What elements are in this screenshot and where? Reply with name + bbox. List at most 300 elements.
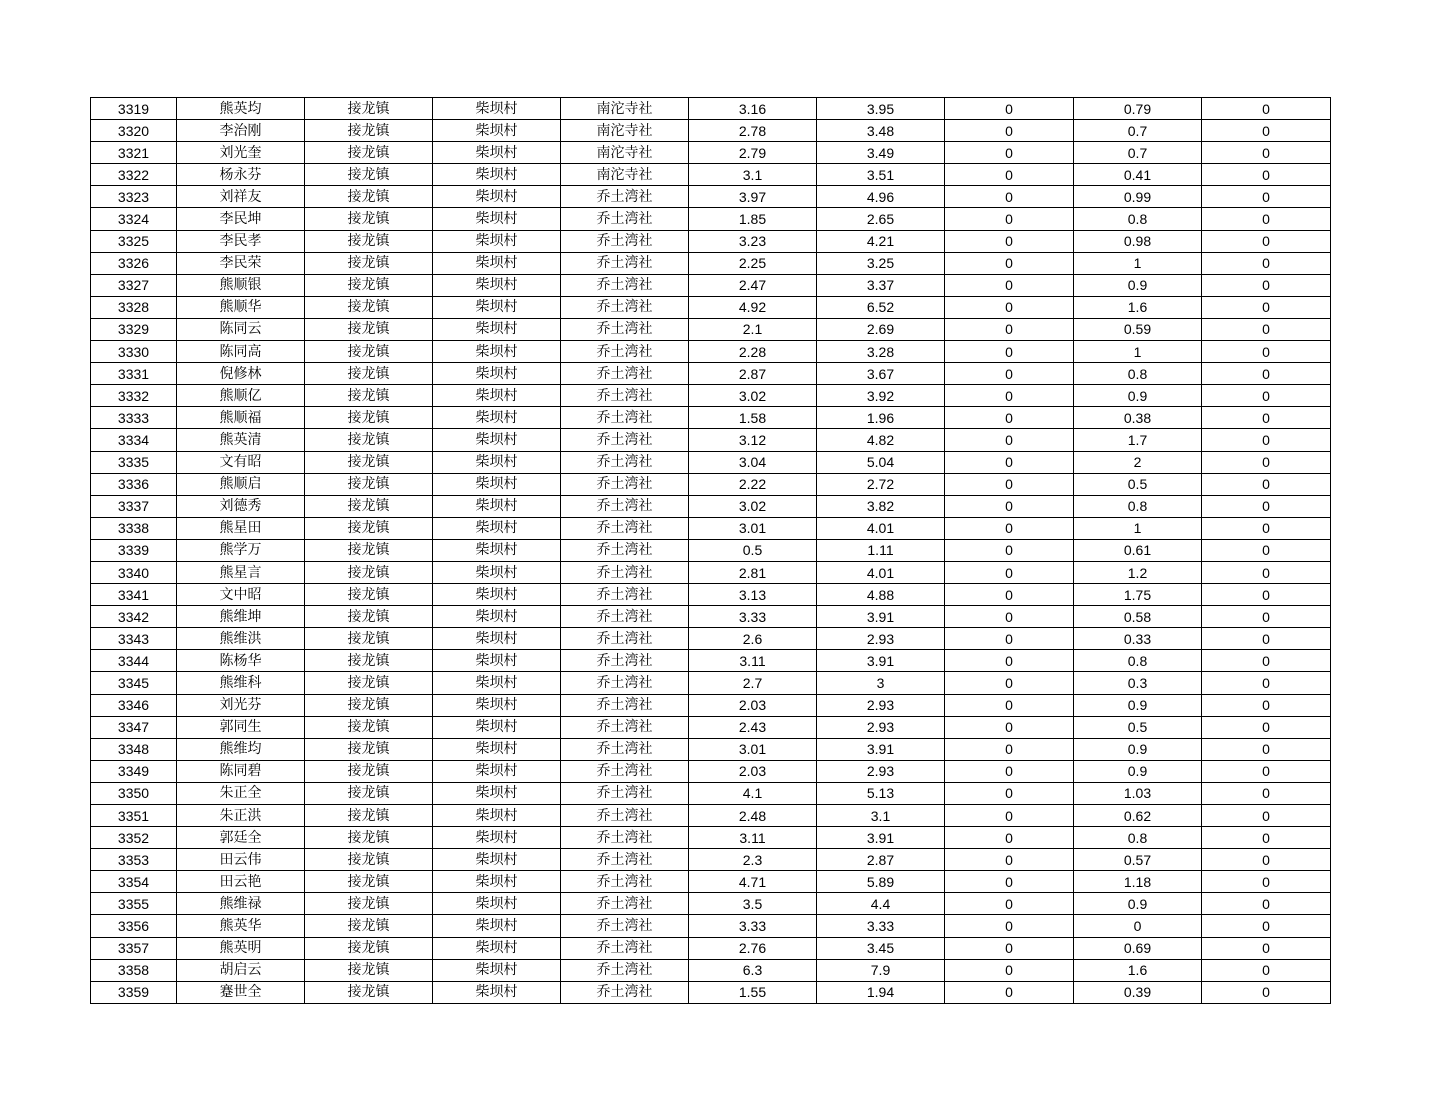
name-cell: 郭同生 bbox=[177, 716, 305, 738]
value-3-cell: 0 bbox=[945, 451, 1074, 473]
value-3-cell: 0 bbox=[945, 296, 1074, 318]
value-2-cell: 3.51 bbox=[817, 164, 945, 186]
name-cell: 熊星言 bbox=[177, 561, 305, 583]
value-2-cell: 1.96 bbox=[817, 407, 945, 429]
value-5-cell: 0 bbox=[1202, 208, 1331, 230]
value-1-cell: 1.58 bbox=[689, 407, 817, 429]
value-2-cell: 5.13 bbox=[817, 782, 945, 804]
name-cell: 熊英清 bbox=[177, 429, 305, 451]
value-2-cell: 4.96 bbox=[817, 186, 945, 208]
table-row bbox=[91, 871, 1331, 893]
value-1-cell: 3.5 bbox=[689, 893, 817, 915]
town-cell: 接龙镇 bbox=[305, 805, 433, 827]
value-2-cell: 2.69 bbox=[817, 318, 945, 340]
town-cell: 接龙镇 bbox=[305, 363, 433, 385]
value-5-cell: 0 bbox=[1202, 429, 1331, 451]
value-4-cell: 0.59 bbox=[1074, 318, 1202, 340]
group-cell: 乔土湾社 bbox=[561, 341, 689, 363]
value-4-cell: 0.8 bbox=[1074, 827, 1202, 849]
value-1-cell: 4.92 bbox=[689, 296, 817, 318]
village-cell: 柴坝村 bbox=[433, 495, 561, 517]
value-2-cell: 2.93 bbox=[817, 694, 945, 716]
value-2-cell: 3.91 bbox=[817, 650, 945, 672]
value-4-cell: 0.41 bbox=[1074, 164, 1202, 186]
value-1-cell: 4.71 bbox=[689, 871, 817, 893]
value-4-cell: 0.69 bbox=[1074, 937, 1202, 959]
value-3-cell: 0 bbox=[945, 782, 1074, 804]
value-4-cell: 0.5 bbox=[1074, 473, 1202, 495]
town-cell: 接龙镇 bbox=[305, 539, 433, 561]
value-1-cell: 2.25 bbox=[689, 252, 817, 274]
value-1-cell: 3.13 bbox=[689, 584, 817, 606]
value-2-cell: 3.49 bbox=[817, 142, 945, 164]
value-3-cell: 0 bbox=[945, 606, 1074, 628]
row-number-cell: 3358 bbox=[91, 959, 177, 981]
value-1-cell: 2.48 bbox=[689, 805, 817, 827]
town-cell: 接龙镇 bbox=[305, 782, 433, 804]
value-1-cell: 3.04 bbox=[689, 451, 817, 473]
village-cell: 柴坝村 bbox=[433, 981, 561, 1003]
value-2-cell: 5.89 bbox=[817, 871, 945, 893]
name-cell: 倪修林 bbox=[177, 363, 305, 385]
value-4-cell: 0.39 bbox=[1074, 981, 1202, 1003]
value-1-cell: 2.6 bbox=[689, 628, 817, 650]
row-number-cell: 3322 bbox=[91, 164, 177, 186]
town-cell: 接龙镇 bbox=[305, 230, 433, 252]
table-row bbox=[91, 120, 1331, 142]
group-cell: 乔土湾社 bbox=[561, 252, 689, 274]
town-cell: 接龙镇 bbox=[305, 915, 433, 937]
town-cell: 接龙镇 bbox=[305, 760, 433, 782]
value-1-cell: 3.33 bbox=[689, 606, 817, 628]
row-number-cell: 3341 bbox=[91, 584, 177, 606]
village-cell: 柴坝村 bbox=[433, 871, 561, 893]
row-number-cell: 3325 bbox=[91, 230, 177, 252]
row-number-cell: 3348 bbox=[91, 738, 177, 760]
village-cell: 柴坝村 bbox=[433, 782, 561, 804]
row-number-cell: 3354 bbox=[91, 871, 177, 893]
group-cell: 乔土湾社 bbox=[561, 827, 689, 849]
town-cell: 接龙镇 bbox=[305, 937, 433, 959]
group-cell: 乔土湾社 bbox=[561, 937, 689, 959]
value-3-cell: 0 bbox=[945, 959, 1074, 981]
group-cell: 乔土湾社 bbox=[561, 893, 689, 915]
name-cell: 熊星田 bbox=[177, 517, 305, 539]
value-3-cell: 0 bbox=[945, 716, 1074, 738]
value-1-cell: 3.97 bbox=[689, 186, 817, 208]
value-4-cell: 0.8 bbox=[1074, 208, 1202, 230]
value-4-cell: 0.8 bbox=[1074, 495, 1202, 517]
table-row bbox=[91, 429, 1331, 451]
value-3-cell: 0 bbox=[945, 363, 1074, 385]
value-2-cell: 3.25 bbox=[817, 252, 945, 274]
name-cell: 熊顺亿 bbox=[177, 385, 305, 407]
group-cell: 乔土湾社 bbox=[561, 517, 689, 539]
town-cell: 接龙镇 bbox=[305, 628, 433, 650]
town-cell: 接龙镇 bbox=[305, 716, 433, 738]
row-number-cell: 3334 bbox=[91, 429, 177, 451]
town-cell: 接龙镇 bbox=[305, 561, 433, 583]
village-cell: 柴坝村 bbox=[433, 363, 561, 385]
value-4-cell: 0.61 bbox=[1074, 539, 1202, 561]
row-number-cell: 3356 bbox=[91, 915, 177, 937]
value-4-cell: 0.7 bbox=[1074, 120, 1202, 142]
value-5-cell: 0 bbox=[1202, 694, 1331, 716]
value-5-cell: 0 bbox=[1202, 517, 1331, 539]
town-cell: 接龙镇 bbox=[305, 893, 433, 915]
value-3-cell: 0 bbox=[945, 539, 1074, 561]
table-row bbox=[91, 606, 1331, 628]
village-cell: 柴坝村 bbox=[433, 98, 561, 120]
town-cell: 接龙镇 bbox=[305, 186, 433, 208]
value-1-cell: 2.79 bbox=[689, 142, 817, 164]
value-5-cell: 0 bbox=[1202, 606, 1331, 628]
value-1-cell: 3.23 bbox=[689, 230, 817, 252]
name-cell: 熊英均 bbox=[177, 98, 305, 120]
value-3-cell: 0 bbox=[945, 871, 1074, 893]
name-cell: 田云伟 bbox=[177, 849, 305, 871]
value-5-cell: 0 bbox=[1202, 849, 1331, 871]
group-cell: 乔土湾社 bbox=[561, 672, 689, 694]
village-cell: 柴坝村 bbox=[433, 738, 561, 760]
value-4-cell: 1.7 bbox=[1074, 429, 1202, 451]
table-row bbox=[91, 517, 1331, 539]
village-cell: 柴坝村 bbox=[433, 937, 561, 959]
group-cell: 乔土湾社 bbox=[561, 451, 689, 473]
value-5-cell: 0 bbox=[1202, 318, 1331, 340]
group-cell: 乔土湾社 bbox=[561, 650, 689, 672]
value-4-cell: 0.9 bbox=[1074, 893, 1202, 915]
value-2-cell: 3.91 bbox=[817, 738, 945, 760]
value-2-cell: 3.45 bbox=[817, 937, 945, 959]
value-4-cell: 0.99 bbox=[1074, 186, 1202, 208]
row-number-cell: 3347 bbox=[91, 716, 177, 738]
village-cell: 柴坝村 bbox=[433, 407, 561, 429]
table-row bbox=[91, 208, 1331, 230]
value-2-cell: 3.48 bbox=[817, 120, 945, 142]
value-4-cell: 0.62 bbox=[1074, 805, 1202, 827]
group-cell: 乔土湾社 bbox=[561, 230, 689, 252]
value-1-cell: 3.01 bbox=[689, 517, 817, 539]
village-cell: 柴坝村 bbox=[433, 959, 561, 981]
village-cell: 柴坝村 bbox=[433, 760, 561, 782]
value-2-cell: 7.9 bbox=[817, 959, 945, 981]
village-cell: 柴坝村 bbox=[433, 716, 561, 738]
row-number-cell: 3336 bbox=[91, 473, 177, 495]
town-cell: 接龙镇 bbox=[305, 318, 433, 340]
value-5-cell: 0 bbox=[1202, 363, 1331, 385]
name-cell: 文有昭 bbox=[177, 451, 305, 473]
value-4-cell: 1 bbox=[1074, 341, 1202, 363]
value-1-cell: 2.1 bbox=[689, 318, 817, 340]
group-cell: 乔土湾社 bbox=[561, 915, 689, 937]
row-number-cell: 3343 bbox=[91, 628, 177, 650]
name-cell: 陈同云 bbox=[177, 318, 305, 340]
town-cell: 接龙镇 bbox=[305, 407, 433, 429]
village-cell: 柴坝村 bbox=[433, 915, 561, 937]
value-3-cell: 0 bbox=[945, 230, 1074, 252]
group-cell: 乔土湾社 bbox=[561, 871, 689, 893]
name-cell: 朱正洪 bbox=[177, 805, 305, 827]
town-cell: 接龙镇 bbox=[305, 517, 433, 539]
town-cell: 接龙镇 bbox=[305, 296, 433, 318]
town-cell: 接龙镇 bbox=[305, 252, 433, 274]
row-number-cell: 3344 bbox=[91, 650, 177, 672]
village-cell: 柴坝村 bbox=[433, 539, 561, 561]
value-1-cell: 2.03 bbox=[689, 760, 817, 782]
value-5-cell: 0 bbox=[1202, 473, 1331, 495]
group-cell: 乔土湾社 bbox=[561, 208, 689, 230]
value-3-cell: 0 bbox=[945, 385, 1074, 407]
value-5-cell: 0 bbox=[1202, 827, 1331, 849]
table-row bbox=[91, 672, 1331, 694]
group-cell: 乔土湾社 bbox=[561, 628, 689, 650]
value-4-cell: 0.79 bbox=[1074, 98, 1202, 120]
town-cell: 接龙镇 bbox=[305, 164, 433, 186]
value-4-cell: 0.9 bbox=[1074, 385, 1202, 407]
value-2-cell: 4.4 bbox=[817, 893, 945, 915]
value-4-cell: 1.6 bbox=[1074, 959, 1202, 981]
value-2-cell: 2.93 bbox=[817, 628, 945, 650]
value-4-cell: 2 bbox=[1074, 451, 1202, 473]
value-5-cell: 0 bbox=[1202, 738, 1331, 760]
group-cell: 南沱寺社 bbox=[561, 142, 689, 164]
value-3-cell: 0 bbox=[945, 849, 1074, 871]
table-row bbox=[91, 341, 1331, 363]
value-5-cell: 0 bbox=[1202, 915, 1331, 937]
value-3-cell: 0 bbox=[945, 827, 1074, 849]
value-1-cell: 3.11 bbox=[689, 650, 817, 672]
group-cell: 乔土湾社 bbox=[561, 186, 689, 208]
value-1-cell: 2.28 bbox=[689, 341, 817, 363]
group-cell: 南沱寺社 bbox=[561, 164, 689, 186]
value-4-cell: 1.6 bbox=[1074, 296, 1202, 318]
table-body bbox=[91, 98, 1331, 1004]
value-2-cell: 2.72 bbox=[817, 473, 945, 495]
table-row bbox=[91, 805, 1331, 827]
value-4-cell: 0.9 bbox=[1074, 738, 1202, 760]
value-2-cell: 3.33 bbox=[817, 915, 945, 937]
town-cell: 接龙镇 bbox=[305, 208, 433, 230]
value-2-cell: 3.91 bbox=[817, 606, 945, 628]
value-5-cell: 0 bbox=[1202, 495, 1331, 517]
value-1-cell: 3.33 bbox=[689, 915, 817, 937]
name-cell: 熊顺福 bbox=[177, 407, 305, 429]
village-cell: 柴坝村 bbox=[433, 296, 561, 318]
value-3-cell: 0 bbox=[945, 142, 1074, 164]
value-3-cell: 0 bbox=[945, 274, 1074, 296]
row-number-cell: 3340 bbox=[91, 561, 177, 583]
village-cell: 柴坝村 bbox=[433, 318, 561, 340]
table-row bbox=[91, 959, 1331, 981]
town-cell: 接龙镇 bbox=[305, 451, 433, 473]
name-cell: 郭廷全 bbox=[177, 827, 305, 849]
village-cell: 柴坝村 bbox=[433, 208, 561, 230]
group-cell: 乔土湾社 bbox=[561, 561, 689, 583]
village-cell: 柴坝村 bbox=[433, 230, 561, 252]
table-row bbox=[91, 628, 1331, 650]
group-cell: 乔土湾社 bbox=[561, 782, 689, 804]
group-cell: 乔土湾社 bbox=[561, 716, 689, 738]
value-5-cell: 0 bbox=[1202, 584, 1331, 606]
table-row bbox=[91, 252, 1331, 274]
name-cell: 蹇世全 bbox=[177, 981, 305, 1003]
group-cell: 乔土湾社 bbox=[561, 429, 689, 451]
group-cell: 乔土湾社 bbox=[561, 495, 689, 517]
table-row bbox=[91, 473, 1331, 495]
value-2-cell: 1.94 bbox=[817, 981, 945, 1003]
value-4-cell: 1 bbox=[1074, 517, 1202, 539]
data-table bbox=[90, 97, 1331, 1004]
group-cell: 乔土湾社 bbox=[561, 760, 689, 782]
group-cell: 乔土湾社 bbox=[561, 274, 689, 296]
row-number-cell: 3332 bbox=[91, 385, 177, 407]
town-cell: 接龙镇 bbox=[305, 959, 433, 981]
village-cell: 柴坝村 bbox=[433, 606, 561, 628]
name-cell: 李治刚 bbox=[177, 120, 305, 142]
value-4-cell: 0.3 bbox=[1074, 672, 1202, 694]
value-2-cell: 4.21 bbox=[817, 230, 945, 252]
group-cell: 乔土湾社 bbox=[561, 805, 689, 827]
value-4-cell: 0.57 bbox=[1074, 849, 1202, 871]
value-2-cell: 2.93 bbox=[817, 716, 945, 738]
value-1-cell: 2.76 bbox=[689, 937, 817, 959]
value-5-cell: 0 bbox=[1202, 451, 1331, 473]
value-3-cell: 0 bbox=[945, 407, 1074, 429]
value-1-cell: 3.16 bbox=[689, 98, 817, 120]
value-4-cell: 0.5 bbox=[1074, 716, 1202, 738]
value-3-cell: 0 bbox=[945, 694, 1074, 716]
row-number-cell: 3326 bbox=[91, 252, 177, 274]
value-4-cell: 0.58 bbox=[1074, 606, 1202, 628]
value-5-cell: 0 bbox=[1202, 672, 1331, 694]
name-cell: 李民荣 bbox=[177, 252, 305, 274]
value-4-cell: 0.9 bbox=[1074, 760, 1202, 782]
value-4-cell: 0.9 bbox=[1074, 274, 1202, 296]
value-2-cell: 3.95 bbox=[817, 98, 945, 120]
value-2-cell: 3.91 bbox=[817, 827, 945, 849]
town-cell: 接龙镇 bbox=[305, 142, 433, 164]
table-row bbox=[91, 186, 1331, 208]
village-cell: 柴坝村 bbox=[433, 164, 561, 186]
value-2-cell: 1.11 bbox=[817, 539, 945, 561]
row-number-cell: 3319 bbox=[91, 98, 177, 120]
name-cell: 刘光奎 bbox=[177, 142, 305, 164]
group-cell: 南沱寺社 bbox=[561, 98, 689, 120]
value-1-cell: 4.1 bbox=[689, 782, 817, 804]
town-cell: 接龙镇 bbox=[305, 274, 433, 296]
name-cell: 熊顺启 bbox=[177, 473, 305, 495]
row-number-cell: 3355 bbox=[91, 893, 177, 915]
table-row bbox=[91, 451, 1331, 473]
village-cell: 柴坝村 bbox=[433, 584, 561, 606]
row-number-cell: 3337 bbox=[91, 495, 177, 517]
value-4-cell: 1 bbox=[1074, 252, 1202, 274]
value-5-cell: 0 bbox=[1202, 120, 1331, 142]
value-1-cell: 2.3 bbox=[689, 849, 817, 871]
value-5-cell: 0 bbox=[1202, 937, 1331, 959]
value-4-cell: 0.38 bbox=[1074, 407, 1202, 429]
name-cell: 杨永芬 bbox=[177, 164, 305, 186]
table-row bbox=[91, 738, 1331, 760]
table-row bbox=[91, 981, 1331, 1003]
row-number-cell: 3321 bbox=[91, 142, 177, 164]
value-3-cell: 0 bbox=[945, 318, 1074, 340]
value-5-cell: 0 bbox=[1202, 650, 1331, 672]
value-1-cell: 1.85 bbox=[689, 208, 817, 230]
value-1-cell: 2.81 bbox=[689, 561, 817, 583]
row-number-cell: 3323 bbox=[91, 186, 177, 208]
name-cell: 熊维科 bbox=[177, 672, 305, 694]
value-1-cell: 6.3 bbox=[689, 959, 817, 981]
town-cell: 接龙镇 bbox=[305, 606, 433, 628]
value-1-cell: 2.7 bbox=[689, 672, 817, 694]
table-row bbox=[91, 694, 1331, 716]
group-cell: 乔土湾社 bbox=[561, 959, 689, 981]
name-cell: 熊维坤 bbox=[177, 606, 305, 628]
value-2-cell: 3.82 bbox=[817, 495, 945, 517]
value-5-cell: 0 bbox=[1202, 805, 1331, 827]
name-cell: 文中昭 bbox=[177, 584, 305, 606]
value-5-cell: 0 bbox=[1202, 385, 1331, 407]
table-row bbox=[91, 407, 1331, 429]
row-number-cell: 3346 bbox=[91, 694, 177, 716]
village-cell: 柴坝村 bbox=[433, 694, 561, 716]
table-row bbox=[91, 915, 1331, 937]
row-number-cell: 3328 bbox=[91, 296, 177, 318]
name-cell: 陈同碧 bbox=[177, 760, 305, 782]
value-5-cell: 0 bbox=[1202, 142, 1331, 164]
group-cell: 乔土湾社 bbox=[561, 318, 689, 340]
table-row bbox=[91, 296, 1331, 318]
village-cell: 柴坝村 bbox=[433, 186, 561, 208]
value-1-cell: 3.01 bbox=[689, 738, 817, 760]
value-3-cell: 0 bbox=[945, 584, 1074, 606]
town-cell: 接龙镇 bbox=[305, 981, 433, 1003]
group-cell: 乔土湾社 bbox=[561, 584, 689, 606]
group-cell: 乔土湾社 bbox=[561, 539, 689, 561]
value-1-cell: 3.02 bbox=[689, 495, 817, 517]
name-cell: 熊英华 bbox=[177, 915, 305, 937]
name-cell: 熊维禄 bbox=[177, 893, 305, 915]
table-row bbox=[91, 142, 1331, 164]
value-5-cell: 0 bbox=[1202, 539, 1331, 561]
value-1-cell: 1.55 bbox=[689, 981, 817, 1003]
row-number-cell: 3335 bbox=[91, 451, 177, 473]
value-4-cell: 0.8 bbox=[1074, 650, 1202, 672]
row-number-cell: 3342 bbox=[91, 606, 177, 628]
value-3-cell: 0 bbox=[945, 672, 1074, 694]
village-cell: 柴坝村 bbox=[433, 252, 561, 274]
value-4-cell: 0.7 bbox=[1074, 142, 1202, 164]
name-cell: 刘光芬 bbox=[177, 694, 305, 716]
value-4-cell: 1.03 bbox=[1074, 782, 1202, 804]
table-row bbox=[91, 274, 1331, 296]
value-5-cell: 0 bbox=[1202, 959, 1331, 981]
table-row bbox=[91, 937, 1331, 959]
town-cell: 接龙镇 bbox=[305, 849, 433, 871]
value-3-cell: 0 bbox=[945, 473, 1074, 495]
table-row bbox=[91, 230, 1331, 252]
value-3-cell: 0 bbox=[945, 120, 1074, 142]
value-5-cell: 0 bbox=[1202, 760, 1331, 782]
name-cell: 熊维均 bbox=[177, 738, 305, 760]
name-cell: 田云艳 bbox=[177, 871, 305, 893]
town-cell: 接龙镇 bbox=[305, 429, 433, 451]
value-3-cell: 0 bbox=[945, 561, 1074, 583]
row-number-cell: 3324 bbox=[91, 208, 177, 230]
name-cell: 熊顺银 bbox=[177, 274, 305, 296]
